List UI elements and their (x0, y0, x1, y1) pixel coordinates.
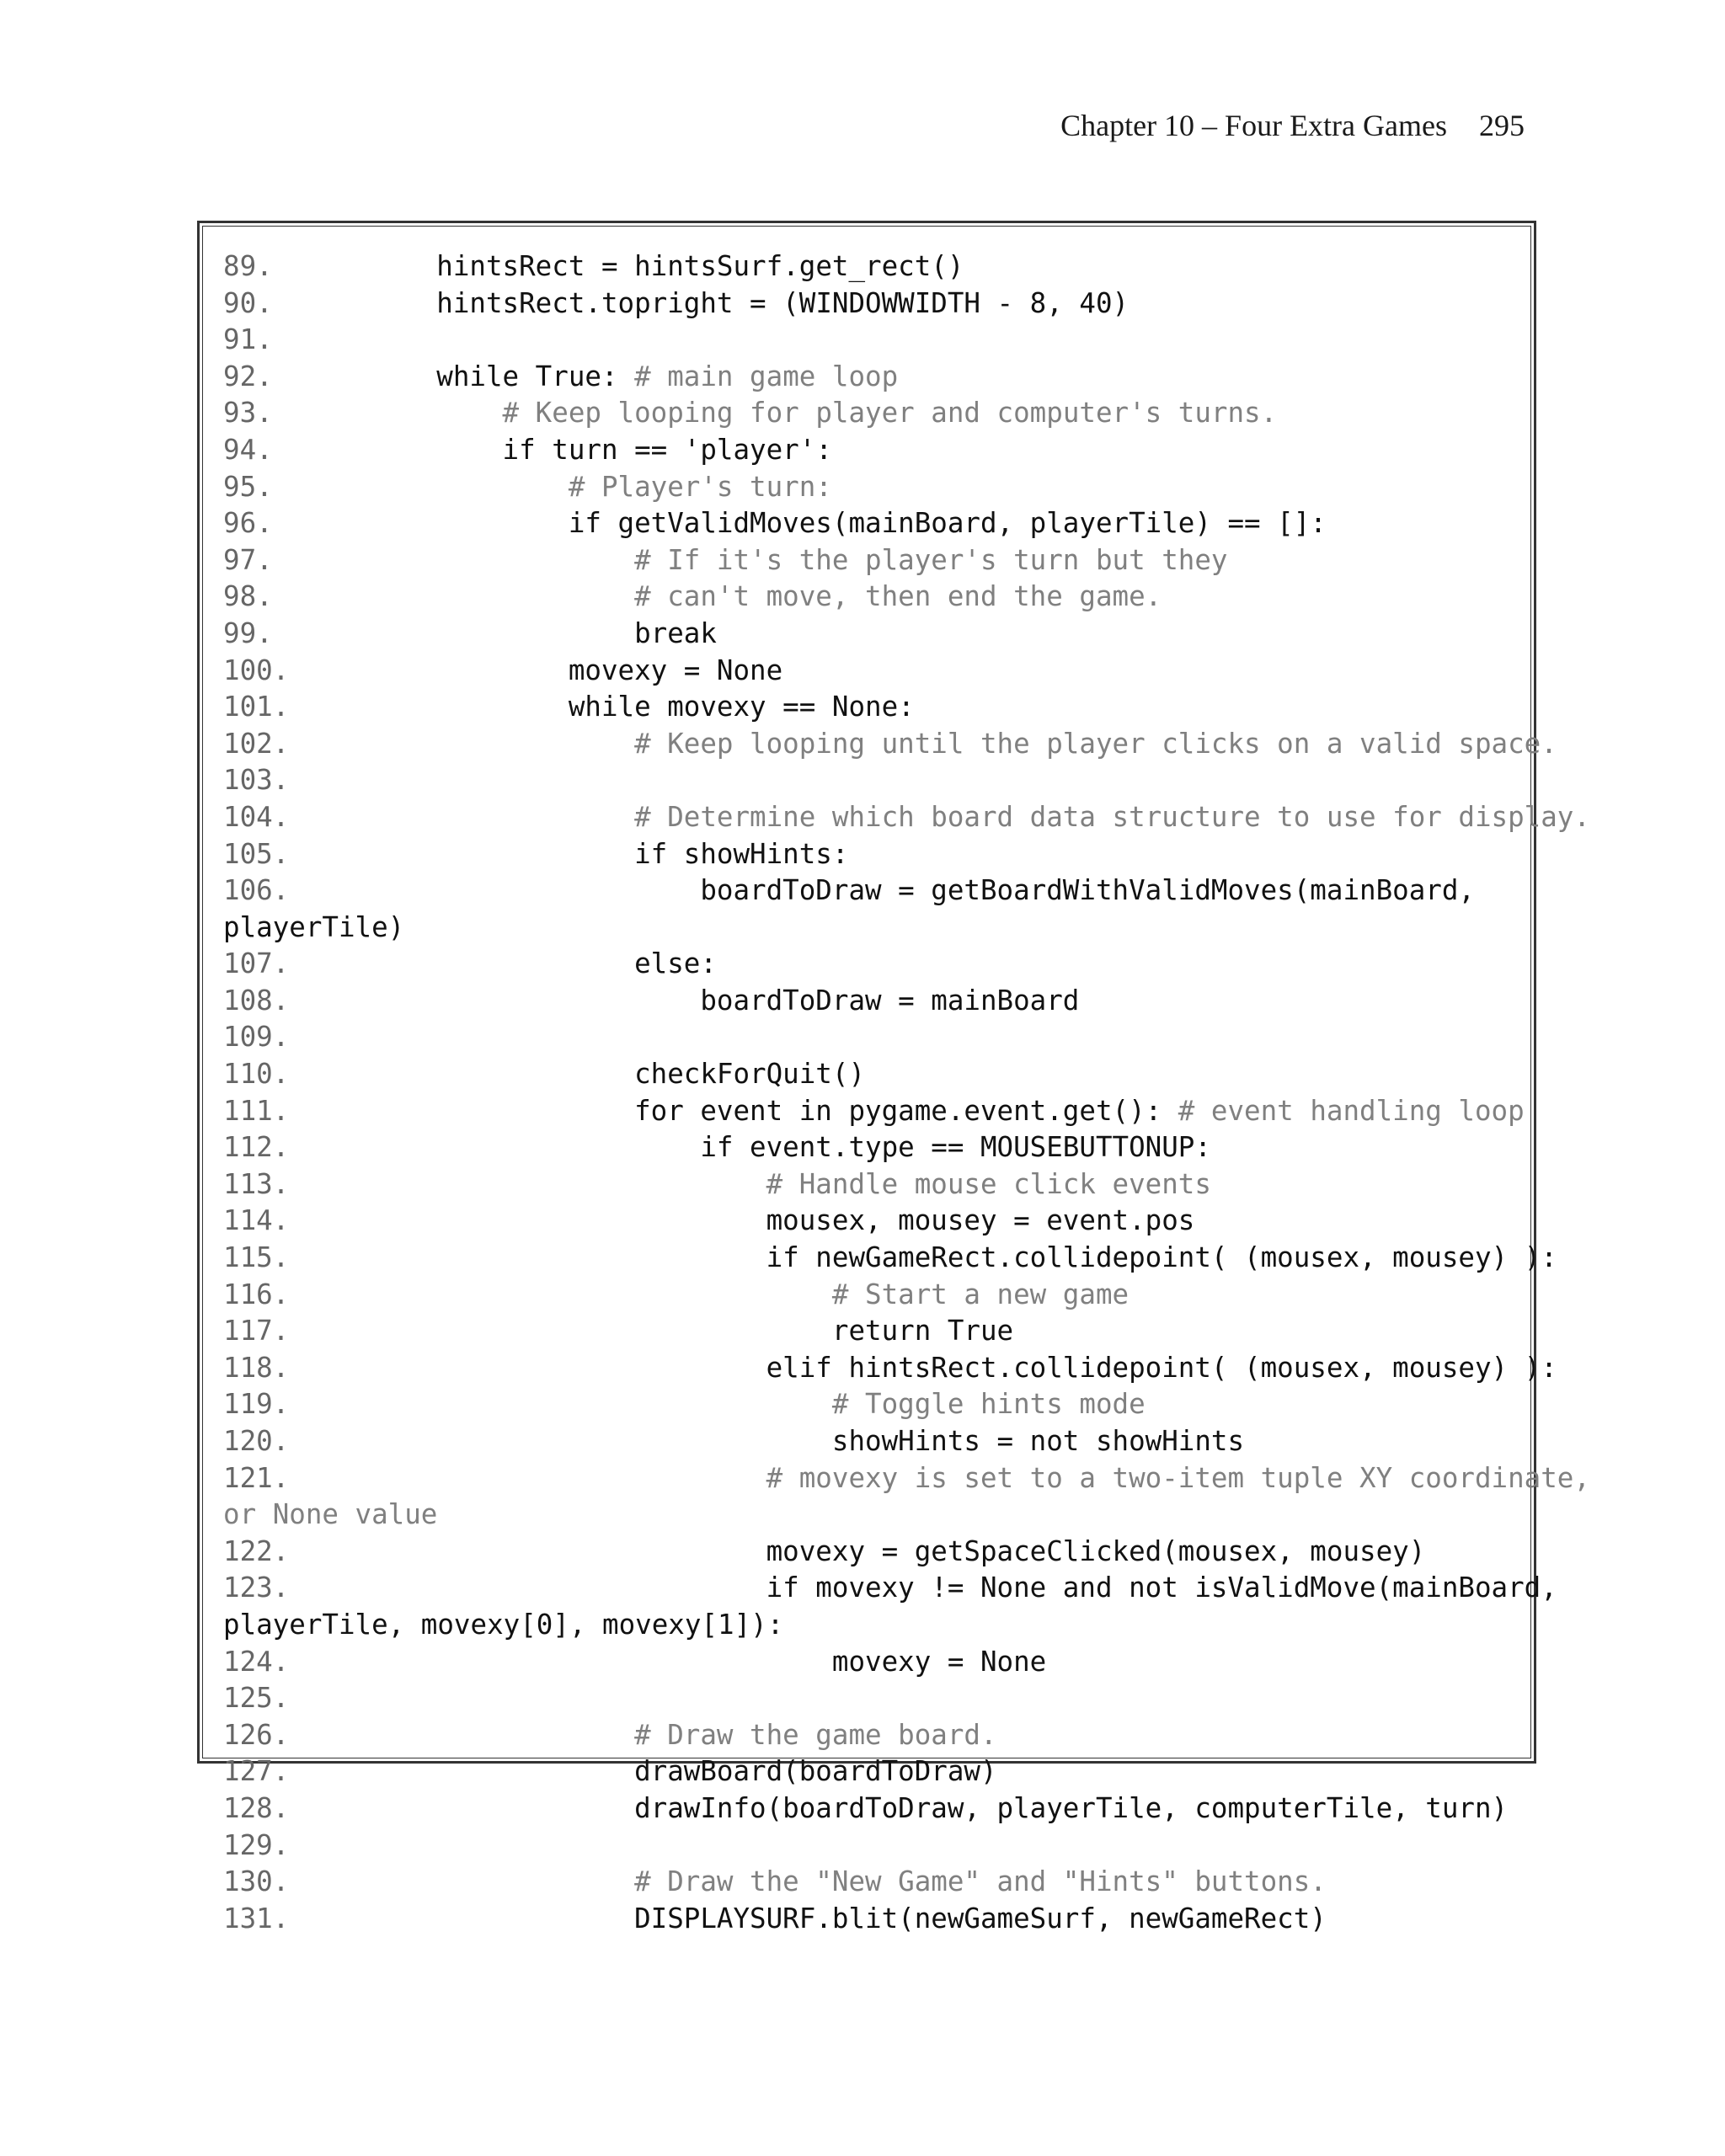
code-statement: hintsRect.topright = (WINDOWWIDTH - 8, 40) (436, 286, 1130, 319)
code-statement: mousex, mousey = event.pos (766, 1204, 1195, 1237)
code-line (223, 726, 1557, 763)
line-number: 129. (223, 1828, 290, 1861)
code-line (223, 1570, 1557, 1607)
code-comment: # main game loop (634, 360, 899, 392)
page-header (1060, 108, 1525, 143)
line-number: 104. (223, 800, 290, 833)
code-line (223, 322, 1530, 359)
code-statement: if movexy != None and not isValidMove(mainBoard, (766, 1572, 1557, 1604)
code-line (223, 1203, 1530, 1240)
code-text (371, 616, 717, 653)
code-text (371, 1864, 1327, 1901)
line-number: 105. (223, 837, 290, 870)
code-line (223, 653, 1530, 690)
code-statement: boardToDraw = getBoardWithValidMoves(mainBoard, (700, 874, 1475, 907)
line-number: 96. (223, 507, 273, 540)
code-line (223, 1240, 1557, 1277)
code-listing-box (197, 221, 1590, 1935)
line-number: 114. (223, 1204, 290, 1237)
code-statement: return True (831, 1315, 1014, 1348)
code-indent (371, 1278, 832, 1310)
code-line (223, 1129, 1530, 1166)
code-indent (371, 985, 700, 1017)
code-line (223, 1828, 1530, 1865)
line-number: 126. (223, 1718, 290, 1751)
code-comment: # Keep looping for player and computer's turns. (502, 397, 1278, 430)
code-text (371, 432, 832, 469)
code-indent (371, 507, 569, 539)
code-line (223, 248, 1530, 286)
code-line (223, 1313, 1530, 1350)
code-line (223, 469, 1530, 506)
code-statement: else: (634, 947, 717, 980)
code-text (371, 1240, 1557, 1277)
code-line (223, 395, 1530, 432)
code-line (223, 983, 1530, 1020)
line-number: 93. (223, 397, 273, 430)
line-number: 117. (223, 1315, 290, 1348)
code-comment: # can't move, then end the game. (634, 580, 1162, 613)
code-text (371, 1753, 997, 1790)
line-number: 90. (223, 286, 273, 319)
code-statement: boardToDraw = mainBoard (700, 984, 1080, 1017)
code-text (371, 248, 964, 286)
code-line-wrap: playerTile, movexy[0], movexy[1]): (223, 1608, 784, 1641)
line-number: 113. (223, 1167, 290, 1200)
code-line (223, 836, 1530, 873)
code-line (223, 359, 1530, 396)
code-indent (371, 250, 436, 282)
line-number: 116. (223, 1278, 290, 1310)
code-text (371, 1790, 1508, 1828)
code-statement: if newGameRect.collidepoint( (mousex, mousey) ): (766, 1241, 1557, 1274)
code-line (223, 1753, 1530, 1790)
code-statement: drawInfo(boardToDraw, playerTile, computerTile, turn) (634, 1791, 1509, 1824)
code-text (371, 469, 832, 506)
line-number: 127. (223, 1755, 290, 1788)
code-indent (371, 654, 569, 686)
code-text (371, 1386, 1146, 1423)
code-text (371, 836, 848, 873)
code-indent (371, 1204, 766, 1236)
code-comment: # Start a new game (831, 1278, 1130, 1310)
code-text (371, 1570, 1557, 1607)
code-indent (371, 1425, 832, 1457)
line-number: 102. (223, 727, 290, 760)
code-statement: while True: (436, 360, 635, 392)
code-indent (371, 1058, 634, 1090)
code-indent (371, 1315, 832, 1347)
code-text (371, 1423, 1244, 1460)
code-text (371, 1901, 1327, 1938)
code-text (371, 1056, 865, 1093)
line-number: 95. (223, 470, 273, 503)
code-indent (371, 1388, 832, 1420)
code-line (223, 1277, 1530, 1314)
line-number: 115. (223, 1241, 290, 1274)
line-number: 101. (223, 691, 290, 723)
code-indent (371, 544, 634, 576)
code-indent (371, 1241, 766, 1273)
line-number: 122. (223, 1534, 290, 1567)
code-text (371, 689, 915, 726)
code-indent (371, 1755, 634, 1787)
code-indent (371, 1572, 766, 1604)
code-line (223, 1717, 1530, 1754)
code-text (371, 1166, 1211, 1203)
line-number: 118. (223, 1351, 290, 1384)
code-line (223, 579, 1530, 616)
code-lines (223, 248, 1590, 1937)
code-statement: movexy = None (568, 654, 783, 686)
code-line (223, 1790, 1530, 1828)
code-statement: drawBoard(boardToDraw) (634, 1755, 997, 1788)
line-number: 89. (223, 250, 273, 282)
code-comment: # Player's turn: (568, 470, 832, 503)
code-indent (371, 287, 436, 319)
line-number: 91. (223, 323, 273, 356)
code-indent (371, 838, 634, 870)
code-listing-inner (202, 226, 1590, 1935)
line-number: 94. (223, 433, 273, 466)
code-comment: # Draw the "New Game" and "Hints" buttons. (634, 1865, 1327, 1898)
code-statement: if getValidMoves(mainBoard, playerTile) == []: (568, 507, 1327, 540)
code-text (371, 1093, 1525, 1130)
line-number: 106. (223, 874, 290, 907)
code-line (223, 542, 1530, 579)
code-statement: movexy = None (831, 1645, 1047, 1678)
code-text (371, 946, 717, 983)
line-number: 121. (223, 1461, 290, 1494)
code-text (371, 579, 1162, 616)
line-number: 99. (223, 616, 273, 649)
code-text (371, 799, 1590, 836)
code-line (223, 1093, 1530, 1130)
code-line (223, 1644, 1530, 1681)
code-text (371, 359, 898, 396)
line-number: 128. (223, 1791, 290, 1824)
code-comment: # Toggle hints mode (831, 1388, 1146, 1421)
line-number: 120. (223, 1425, 290, 1457)
code-indent (371, 1168, 766, 1200)
code-indent (371, 580, 634, 612)
code-line (223, 1386, 1530, 1423)
code-text (371, 1717, 997, 1754)
code-line (223, 1166, 1530, 1203)
code-statement: if event.type == MOUSEBUTTONUP: (700, 1131, 1211, 1164)
code-indent (371, 1719, 634, 1751)
code-text (371, 505, 1327, 542)
code-line (223, 1901, 1530, 1938)
code-indent (371, 1865, 634, 1897)
code-statement: break (634, 616, 717, 649)
code-comment: # event handling loop (1178, 1094, 1525, 1127)
line-number: 92. (223, 360, 273, 392)
code-indent (371, 1462, 766, 1494)
code-indent (371, 1646, 832, 1678)
line-number: 100. (223, 654, 290, 686)
code-indent (371, 434, 503, 466)
code-text (371, 542, 1227, 579)
code-comment: # If it's the player's turn but they (634, 543, 1228, 576)
line-number: 131. (223, 1902, 290, 1935)
code-line (223, 1056, 1530, 1093)
code-indent (371, 1131, 700, 1163)
code-line-wrap: playerTile) (223, 910, 405, 943)
code-comment: # Determine which board data structure to use for display. (634, 800, 1590, 833)
code-indent (371, 947, 634, 979)
code-line (223, 505, 1530, 542)
line-number: 130. (223, 1865, 290, 1898)
code-line (223, 762, 1530, 799)
code-text (371, 726, 1557, 763)
code-text (371, 1313, 1013, 1350)
code-text (371, 1277, 1129, 1314)
code-line (223, 616, 1530, 653)
line-number: 123. (223, 1572, 290, 1604)
code-line (223, 1534, 1530, 1571)
code-statement: showHints = not showHints (831, 1425, 1245, 1457)
code-text (371, 983, 1079, 1020)
code-indent (371, 1792, 634, 1824)
code-statement: if turn == 'player': (502, 433, 832, 466)
code-line-wrap: or None value (223, 1498, 438, 1531)
code-text (371, 1203, 1194, 1240)
code-line (223, 1460, 1590, 1497)
code-comment: # Draw the game board. (634, 1718, 997, 1751)
code-line (223, 1423, 1530, 1460)
code-text (371, 1460, 1590, 1497)
code-text (371, 395, 1277, 432)
line-number: 124. (223, 1645, 290, 1678)
code-indent (371, 1535, 766, 1567)
line-number: 112. (223, 1131, 290, 1164)
code-text (371, 1644, 1046, 1681)
code-indent (371, 1095, 634, 1127)
code-text (371, 653, 782, 690)
code-line (223, 1019, 1530, 1056)
code-line (223, 1680, 1530, 1717)
code-statement: DISPLAYSURF.blit(newGameSurf, newGameRect) (634, 1902, 1327, 1935)
code-indent (371, 360, 436, 392)
page-number: 295 (1479, 109, 1525, 142)
code-comment: # Handle mouse click events (766, 1167, 1211, 1200)
line-number: 111. (223, 1094, 290, 1127)
code-line (223, 286, 1530, 323)
code-text (371, 286, 1129, 323)
code-statement: if showHints: (634, 837, 849, 870)
code-indent (371, 1903, 634, 1935)
line-number: 107. (223, 947, 290, 980)
code-indent (371, 397, 503, 429)
line-number: 108. (223, 984, 290, 1017)
line-number: 125. (223, 1682, 290, 1715)
code-statement: movexy = getSpaceClicked(mousex, mousey) (766, 1534, 1426, 1567)
code-indent (371, 874, 700, 906)
code-indent (371, 801, 634, 833)
code-line (223, 1864, 1530, 1901)
code-comment: # Keep looping until the player clicks on a valid space. (634, 727, 1557, 760)
line-number: 109. (223, 1021, 290, 1054)
line-number: 110. (223, 1058, 290, 1091)
code-text (371, 1534, 1425, 1571)
code-indent (371, 617, 634, 649)
line-number: 119. (223, 1388, 290, 1421)
code-statement: elif hintsRect.collidepoint( (mousex, mousey) ): (766, 1351, 1557, 1384)
code-line (223, 946, 1530, 983)
code-statement: for event in pygame.event.get(): (634, 1094, 1178, 1127)
code-line (223, 799, 1590, 836)
code-indent (371, 728, 634, 760)
line-number: 97. (223, 543, 273, 576)
code-comment: # movexy is set to a two-item tuple XY coordinate, (766, 1461, 1590, 1494)
code-indent (371, 471, 569, 503)
code-indent (371, 691, 569, 723)
code-statement: checkForQuit() (634, 1058, 866, 1091)
code-line (223, 1350, 1557, 1387)
code-statement: hintsRect = hintsSurf.get_rect() (436, 250, 964, 282)
code-text (371, 1129, 1211, 1166)
chapter-title: Chapter 10 – Four Extra Games (1060, 109, 1447, 142)
code-indent (371, 1352, 766, 1384)
code-line (223, 689, 1530, 726)
code-text (371, 1350, 1557, 1387)
code-line (223, 873, 1530, 910)
code-text (371, 873, 1475, 910)
code-statement: while movexy == None: (568, 691, 915, 723)
line-number: 103. (223, 764, 290, 797)
line-number: 98. (223, 580, 273, 613)
code-line (223, 432, 1530, 469)
